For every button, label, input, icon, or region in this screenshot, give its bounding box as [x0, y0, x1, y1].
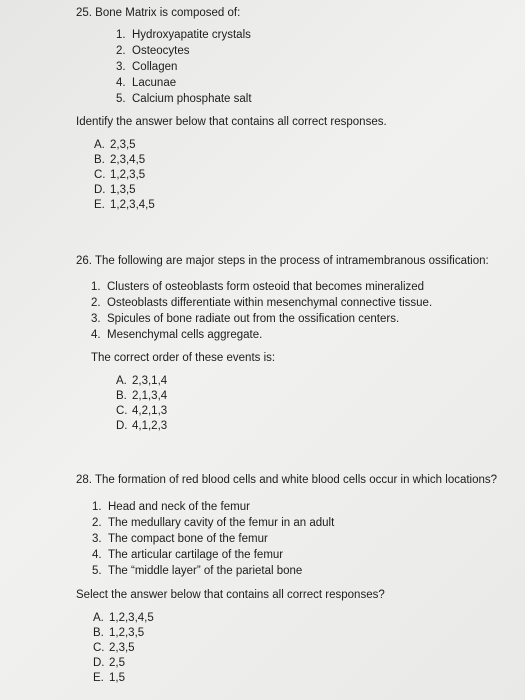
option-text: 2,3,5: [110, 139, 136, 151]
statement-item: [92, 500, 497, 516]
option-letter: B.: [94, 154, 105, 166]
answer-option[interactable]: [94, 198, 387, 213]
option-letter: C.: [94, 169, 106, 181]
statement-text: Osteocytes: [132, 44, 190, 57]
answer-options: [93, 611, 497, 686]
statement-number: 5.: [92, 564, 102, 577]
option-text: 1,2,3,5: [109, 627, 145, 639]
question-prompt: Select the answer below that contains all correct responses?: [76, 588, 385, 601]
statement-number: 1.: [91, 280, 101, 293]
statement-text: Mesenchymal cells aggregate.: [107, 328, 263, 341]
option-letter: B.: [93, 627, 104, 639]
statement-text: The compact bone of the femur: [108, 532, 268, 545]
statement-text: Calcium phosphate salt: [132, 92, 252, 105]
statement-item: [116, 92, 387, 108]
answer-option[interactable]: [93, 671, 497, 686]
statement-number: 2.: [91, 296, 101, 309]
question-title: 26. The following are major steps in the process of intramembranous ossification:: [76, 255, 489, 267]
answer-options: [116, 374, 489, 434]
statement-text: Osteoblasts differentiate within mesenchymal connective tissue.: [107, 296, 433, 309]
statement-text: Hydroxyapatite crystals: [132, 28, 251, 41]
statement-text: The medullary cavity of the femur in an adult: [108, 516, 335, 529]
statement-text: The articular cartilage of the femur: [108, 548, 284, 561]
statement-number: 3.: [91, 312, 101, 325]
option-text: 4,2,1,3: [132, 405, 168, 417]
option-text: 1,2,3,4,5: [109, 612, 154, 624]
option-letter: D.: [116, 420, 128, 432]
statement-item: [116, 60, 387, 76]
question-prompt: Identify the answer below that contains all correct responses.: [76, 115, 387, 128]
question-28: [76, 473, 497, 686]
option-letter: D.: [94, 184, 106, 196]
statement-item: [92, 564, 497, 580]
question-title: 25. Bone Matrix is composed of:: [76, 7, 241, 19]
statement-item: [116, 44, 387, 60]
statement-number: 4.: [91, 328, 101, 341]
answer-option[interactable]: [116, 389, 489, 404]
option-text: 1,5: [109, 672, 125, 684]
option-text: 1,2,3,4,5: [110, 199, 155, 211]
statement-text: Spicules of bone radiate out from the ossification centers.: [107, 312, 400, 325]
option-text: 4,1,2,3: [132, 420, 168, 432]
option-text: 2,3,1,4: [132, 375, 168, 387]
option-letter: C.: [116, 405, 128, 417]
statement-text: The “middle layer” of the parietal bone: [108, 564, 303, 577]
option-letter: C.: [93, 642, 105, 654]
statement-number: 2.: [116, 44, 126, 57]
option-text: 2,3,5: [109, 642, 135, 654]
answer-option[interactable]: [116, 374, 489, 389]
statement-item: [116, 28, 387, 44]
question-25: [76, 6, 387, 213]
statement-list: [91, 280, 489, 344]
statement-number: 1.: [92, 500, 102, 513]
answer-option[interactable]: [93, 641, 497, 656]
option-letter: E.: [93, 672, 104, 684]
answer-option[interactable]: [93, 656, 497, 671]
answer-options: [94, 138, 387, 213]
statement-item: [116, 76, 387, 92]
answer-option[interactable]: [93, 611, 497, 626]
option-letter: A.: [93, 612, 104, 624]
statement-item: [92, 548, 497, 564]
statement-number: 1.: [116, 28, 126, 41]
answer-option[interactable]: [94, 168, 387, 183]
statement-item: [91, 280, 489, 296]
answer-option[interactable]: [116, 404, 489, 419]
answer-option[interactable]: [116, 419, 489, 434]
statement-list: [116, 28, 387, 108]
statement-number: 3.: [92, 532, 102, 545]
statement-item: [92, 516, 497, 532]
statement-number: 3.: [116, 60, 126, 73]
question-26: [76, 254, 489, 434]
statement-text: Collagen: [132, 60, 178, 73]
answer-option[interactable]: [94, 138, 387, 153]
option-text: 2,3,4,5: [110, 154, 146, 166]
option-letter: B.: [116, 390, 127, 402]
statement-number: 5.: [116, 92, 126, 105]
statement-text: Lacunae: [132, 76, 177, 89]
option-text: 1,3,5: [110, 184, 136, 196]
answer-option[interactable]: [94, 183, 387, 198]
statement-item: [92, 532, 497, 548]
option-letter: E.: [94, 199, 105, 211]
option-letter: D.: [93, 657, 105, 669]
answer-option[interactable]: [93, 626, 497, 641]
statement-number: 4.: [92, 548, 102, 561]
statement-item: [91, 296, 489, 312]
statement-item: [91, 328, 489, 344]
statement-text: Clusters of osteoblasts form osteoid that becomes mineralized: [107, 280, 425, 293]
statement-list: [92, 500, 497, 580]
question-title: 28. The formation of red blood cells and white blood cells occur in which locations?: [76, 474, 498, 486]
answer-option[interactable]: [94, 153, 387, 168]
option-letter: A.: [94, 139, 105, 151]
statement-number: 4.: [116, 76, 126, 89]
statement-item: [91, 312, 489, 328]
statement-number: 2.: [92, 516, 102, 529]
option-text: 2,5: [109, 657, 125, 669]
option-text: 1,2,3,5: [110, 169, 146, 181]
option-text: 2,1,3,4: [132, 390, 168, 402]
option-letter: A.: [116, 375, 127, 387]
statement-text: Head and neck of the femur: [108, 500, 250, 513]
question-prompt: The correct order of these events is:: [91, 351, 276, 364]
